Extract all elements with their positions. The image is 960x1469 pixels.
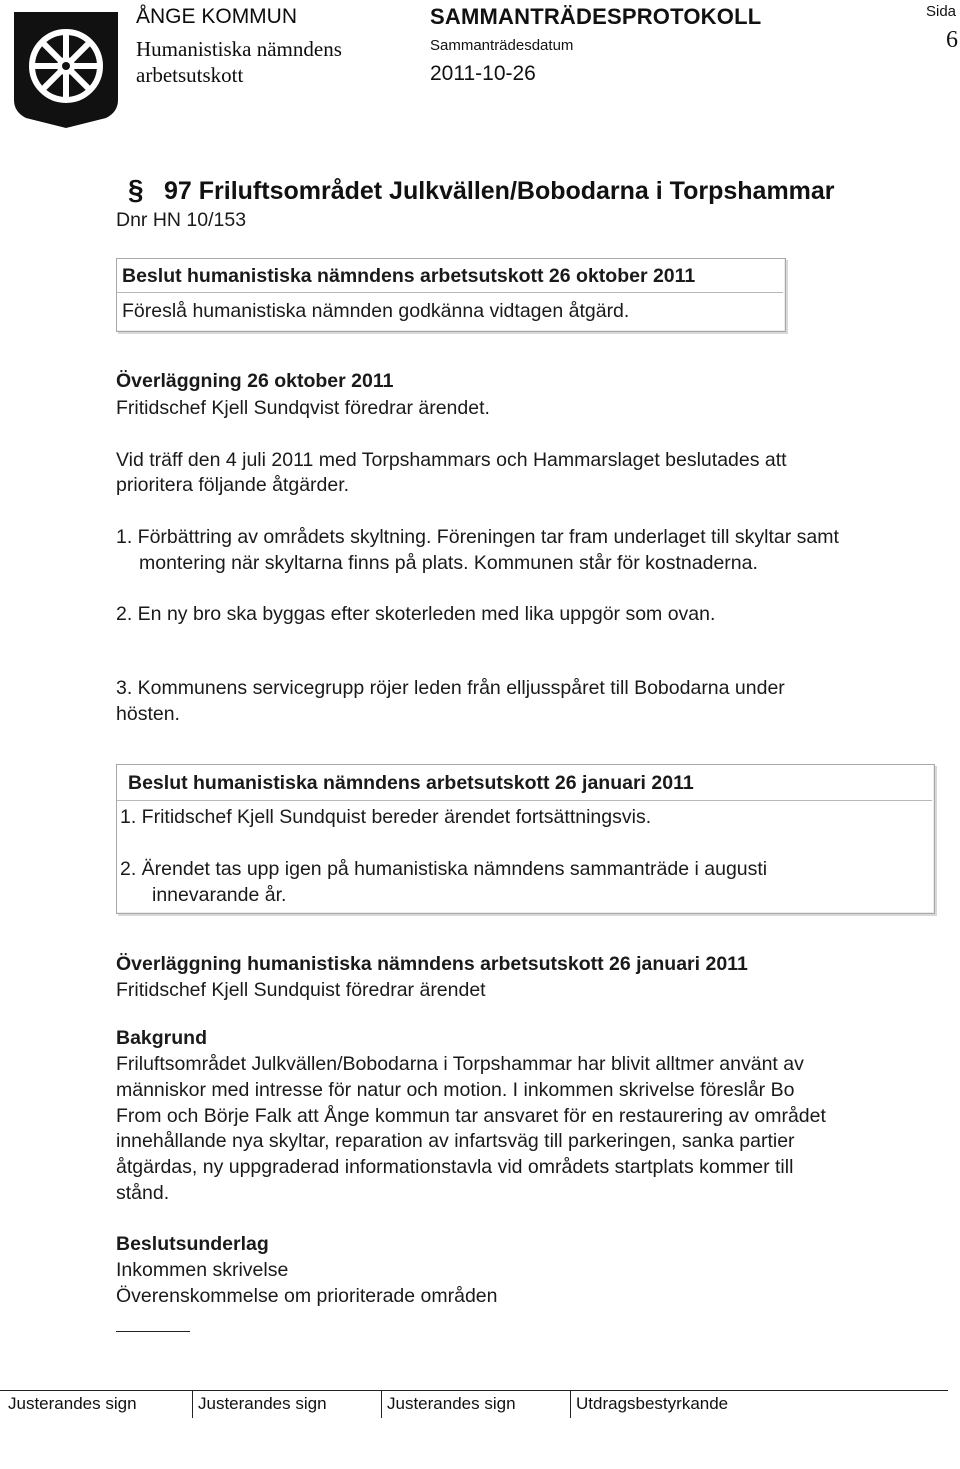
list-item-1-line1: 1. Förbättring av områdets skyltning. Föreningen tar fram underlaget till skyltar samt [116,526,839,548]
deliberation-january-heading: Överläggning humanistiska nämndens arbetsutskott 26 januari 2011 [116,953,748,975]
background-line: stånd. [116,1182,170,1204]
meeting-date-label: Sammanträdesdatum [430,37,574,54]
signature-field-3: Justerandes sign [387,1394,516,1413]
page-number: 6 [946,27,958,53]
signature-field-2: Justerandes sign [198,1394,327,1413]
decision-january-heading: Beslut humanistiska nämndens arbetsutskott 26 januari 2011 [128,772,694,794]
section-title: 97 Friluftsområdet Julkvällen/Bobodarna i Torpshammar [164,177,835,205]
committee-name-line2: arbetsutskott [136,63,244,87]
deliberation-paragraph-line1: Vid träff den 4 juli 2011 med Torpshammars och Hammarslaget beslutades att [116,449,787,471]
background-line: From och Börje Falk att Ånge kommun tar ansvaret för en restaurering av området [116,1105,826,1127]
document-title: SAMMANTRÄDESPROTOKOLL [430,4,762,29]
background-line: människor med intresse för natur och motion. I inkommen skrivelse föreslår Bo [116,1079,795,1101]
box-divider [117,292,783,293]
footer-divider [381,1390,382,1418]
document-item: Överenskommelse om prioriterade områden [116,1285,498,1307]
page-label: Sida [926,3,957,20]
case-number: Dnr HN 10/153 [116,209,247,231]
certification-field: Utdragsbestyrkande [576,1394,729,1413]
deliberation-paragraph-line2: prioritera följande åtgärder. [116,474,350,496]
decision-january-item1: 1. Fritidschef Kjell Sundquist bereder ärendet fortsättningsvis. [120,806,652,828]
meeting-date: 2011-10-26 [430,62,536,85]
list-item-2: 2. En ny bro ska byggas efter skoterleden med lika uppgör som ovan. [116,603,716,625]
document-item: Inkommen skrivelse [116,1259,289,1281]
decision-january-item2-line1: 2. Ärendet tas upp igen på humanistiska nämndens sammanträde i augusti [120,858,768,880]
footer-divider [570,1390,571,1418]
list-item-1-line2: montering när skyltarna finns på plats. Kommunen står för kostnaderna. [139,552,758,574]
municipality-logo [10,8,122,130]
committee-name-line1: Humanistiska nämndens [136,37,342,61]
background-line: åtgärdas, ny uppgraderad informationstavla vid områdets startplats kommer till [116,1156,794,1178]
background-heading: Bakgrund [116,1027,208,1049]
list-item-3-line1: 3. Kommunens servicegrupp röjer leden från elljusspåret till Bobodarna under [116,677,785,699]
documents-heading: Beslutsunderlag [116,1233,269,1255]
decision-october-text: Föreslå humanistiska nämnden godkänna vidtagen åtgärd. [122,300,630,322]
signature-field-1: Justerandes sign [8,1394,137,1413]
box-divider [117,800,932,801]
organization-name: ÅNGE KOMMUN [136,5,298,28]
section-symbol: § [128,174,144,205]
deliberation-october-heading: Överläggning 26 oktober 2011 [116,370,394,392]
background-line: innehållande nya skyltar, reparation av infartsväg till parkeringen, sanka partier [116,1130,795,1152]
decision-october-heading: Beslut humanistiska nämndens arbetsutskott 26 oktober 2011 [122,265,696,287]
list-item-3-line2: hösten. [116,703,180,725]
end-rule [116,1331,190,1332]
deliberation-october-presenter: Fritidschef Kjell Sundqvist föredrar ärendet. [116,397,490,419]
deliberation-january-presenter: Fritidschef Kjell Sundquist föredrar ärendet [116,979,486,1001]
footer-divider [192,1390,193,1418]
background-line: Friluftsområdet Julkvällen/Bobodarna i Torpshammar har blivit alltmer använt av [116,1053,804,1075]
decision-january-item2-line2: innevarande år. [152,884,287,906]
footer-rule [0,1390,948,1391]
